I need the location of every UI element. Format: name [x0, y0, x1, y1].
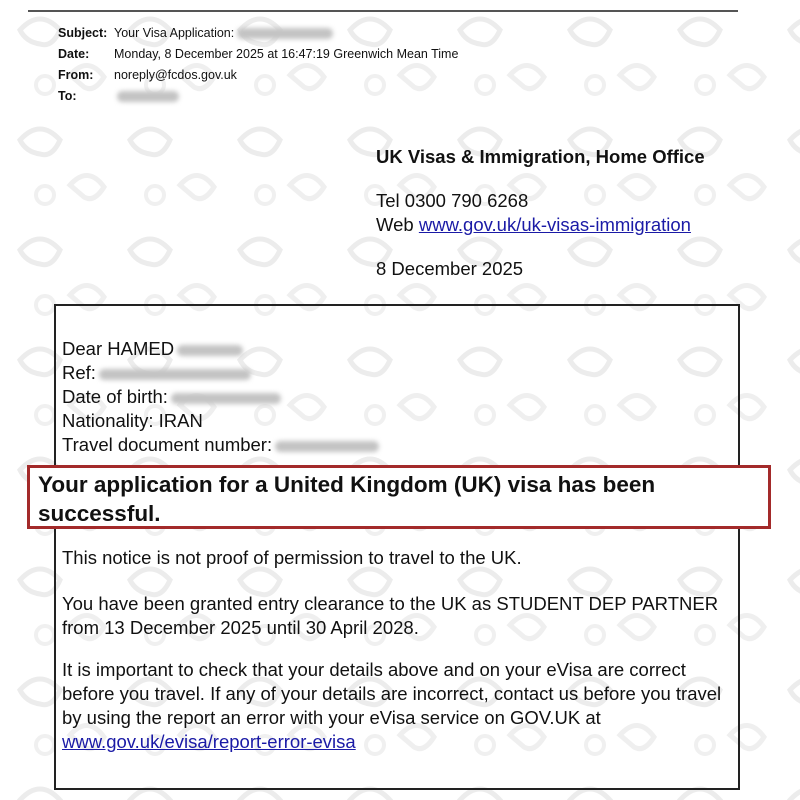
uk-visas-link[interactable]: www.gov.uk/uk-visas-immigration [418, 214, 691, 235]
email-header [28, 10, 738, 103]
redacted-application-number [237, 28, 333, 39]
travel-doc-line: Travel document number: [62, 434, 379, 456]
from-label: From: [58, 68, 94, 82]
dob-line: Date of birth: [62, 386, 281, 408]
greeting: Dear HAMED [62, 338, 243, 360]
ref-line: Ref: [62, 362, 251, 384]
notice-text: This notice is not proof of permission to travel to the UK. [62, 547, 522, 568]
report-error-link[interactable]: www.gov.uk/evisa/report-error-evisa [62, 731, 356, 752]
granted-text: You have been granted entry clearance to the UK as STUDENT DEP PARTNER from 13 December 2025 until 30 April 2028. [62, 593, 719, 638]
check-text: It is important to check that your details above and on your eVisa are correct before you travel. If any of your details are incorrect, contact us before you travel by using the report an error with your eVisa service on GOV.UK at www.gov.uk/evisa/report-error-evisa [62, 659, 722, 752]
redacted-dob [171, 393, 281, 404]
subject-value: Your Visa Application: [114, 24, 333, 42]
success-headline: Your application for a United Kingdom (UK) visa has been successful. [38, 472, 656, 526]
letter-date: 8 December 2025 [376, 258, 524, 279]
success-highlight-box [27, 465, 771, 529]
office-tel: Tel 0300 790 6268 [376, 190, 529, 211]
redacted-ref [99, 369, 251, 380]
to-label: To: [58, 89, 77, 103]
redacted-surname [177, 345, 243, 356]
office-web [376, 214, 691, 236]
date-value: Monday, 8 December 2025 at 16:47:19 Greenwich Mean Time [114, 47, 459, 61]
nationality-line: Nationality: IRAN [62, 410, 203, 431]
subject-label: Subject: [58, 26, 108, 40]
redacted-travel-doc [275, 441, 379, 452]
to-value [114, 87, 179, 105]
date-label: Date: [58, 47, 90, 61]
web-label: Web [376, 214, 414, 235]
redacted-recipient [117, 91, 179, 102]
from-value: noreply@fcdos.gov.uk [114, 68, 237, 82]
office-title: UK Visas & Immigration, Home Office [376, 146, 705, 167]
